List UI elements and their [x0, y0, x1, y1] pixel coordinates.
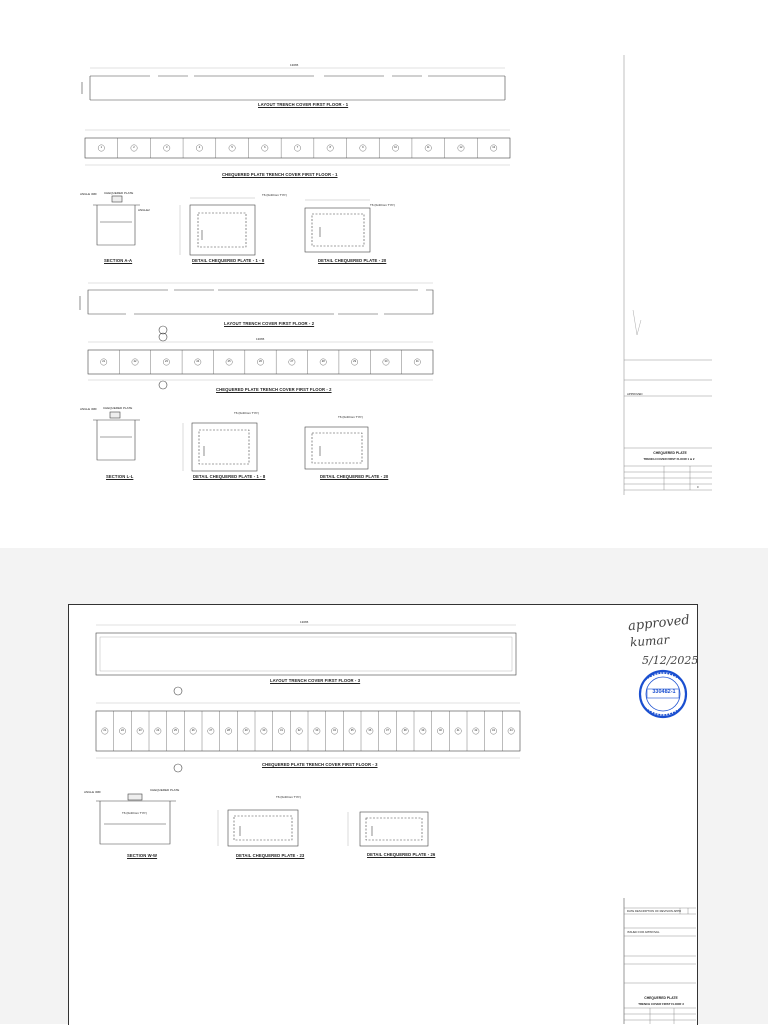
issued-for-approval: ISSUED FOR APPROVAL [627, 930, 660, 934]
plate-number: 38 [403, 729, 407, 732]
plate-number: 21 [103, 729, 107, 732]
plate-number: 25 [227, 360, 231, 363]
sheet2-title-block-title: CHEQUERED PLATE [644, 996, 678, 1000]
plate-number: 11 [426, 146, 430, 149]
plate-number: 36 [368, 729, 372, 732]
detail-23-title: DETAIL CHEQUERED PLATE - 23 [236, 853, 305, 858]
plate-number: 28 [227, 729, 230, 732]
plate-number: 44 [509, 729, 513, 732]
revision-header: DATE DESCRIPTION OF REVISION APPD [627, 909, 682, 913]
t6-label-c2: T6 (6x40mm TYP.) [276, 795, 301, 799]
plate-number: 21 [102, 360, 106, 363]
dim-label-3: 13065 [300, 620, 309, 624]
plate-number: 29 [244, 729, 248, 732]
detail-26-title: DETAIL CHEQUERED PLATE - 26 [367, 852, 436, 857]
plate-number: 35 [350, 729, 354, 732]
handwritten-date: 5/12/2025 [642, 654, 699, 667]
angle-label-b: ANGLE 3MF [80, 407, 98, 411]
plate-number: 26 [191, 729, 195, 732]
detail-1-8-b-title: DETAIL CHEQUERED PLATE - 1 - 8 [193, 474, 266, 479]
plate-number: 25 [174, 729, 177, 732]
plate-number: 42 [474, 729, 478, 732]
angle-label: ANGLE 3MF [80, 192, 98, 196]
handwritten-signature: kumar [629, 632, 670, 650]
plate-number: 26 [259, 360, 262, 363]
plate-number: 24 [196, 360, 200, 363]
title-block-title: CHEQUERED PLATE [653, 451, 687, 455]
angle-label-c: ANGLE 3MF [84, 790, 102, 794]
stamp-number: 330482-1 [652, 689, 676, 695]
plate-number: 43 [492, 729, 495, 732]
plate-number: 27 [209, 729, 213, 732]
layout-trench-cover-2-title: LAYOUT TRENCH COVER FIRST FLOOR - 2 [224, 321, 315, 326]
dim-label: 13065 [290, 63, 299, 67]
plate-number: 32 [297, 729, 301, 732]
chequered-plate-label-b: CHEQUERED PLATE [103, 406, 133, 410]
plate-number: 23 [164, 360, 168, 363]
chequered-plate-1-title: CHEQUERED PLATE TRENCH COVER FIRST FLOOR - 1 [222, 172, 338, 177]
detail-20-b-title: DETAIL CHEQUERED PLATE - 20 [320, 474, 389, 479]
layout-trench-cover-3-title: LAYOUT TRENCH COVER FIRST FLOOR - 3 [270, 678, 361, 683]
handwritten-approved: approved [627, 612, 691, 635]
section-a-title: SECTION A-A [104, 258, 133, 263]
plate-number: 3 [165, 146, 168, 149]
plate-number: 23 [138, 729, 142, 732]
plate-number: 28 [321, 360, 325, 363]
t6-label: T6 (6x40mm TYP.) [262, 193, 287, 197]
plate-number: 13 [492, 146, 496, 149]
plate-number: 27 [290, 360, 294, 363]
detail-20-title: DETAIL CHEQUERED PLATE - 20 [318, 258, 387, 263]
plate-number: 8 [329, 146, 331, 149]
plate-number: 37 [386, 729, 389, 732]
plate-number: 34 [333, 729, 336, 732]
plate-number: 33 [315, 729, 319, 732]
drawing-sheet-2 [0, 548, 768, 1024]
plate-number: 39 [421, 729, 425, 732]
plate-number: 22 [133, 360, 137, 363]
plate-number: 40 [439, 729, 442, 732]
plate-number: 41 [456, 729, 460, 732]
sheet2-title-block-subtitle: TRENCH COVER FIRST FLOOR 3 [638, 1002, 684, 1006]
plate-number: 7 [296, 146, 299, 149]
plate-number: 22 [121, 729, 124, 732]
plate-number: 6 [264, 146, 266, 149]
plate-number: 30 [384, 360, 388, 363]
title-block-subtitle: TRENCH COVER FIRST FLOOR 1 & 2 [643, 457, 695, 461]
plate-number: 29 [353, 360, 357, 363]
t6-label-b2: T6 (6x40mm TYP.) [338, 415, 363, 419]
angle2-label: ANGLE2 [138, 208, 150, 212]
plate-number: 9 [362, 146, 364, 149]
section-l-title: SECTION L-L [106, 474, 134, 479]
chequered-plate-2-title: CHEQUERED PLATE TRENCH COVER FIRST FLOOR - 2 [216, 387, 332, 392]
plate-number: 10 [394, 146, 397, 149]
chequered-plate-3-title: CHEQUERED PLATE TRENCH COVER FIRST FLOOR - 3 [262, 762, 378, 767]
plate-number: 5 [231, 146, 233, 149]
dim-label-2: 13065 [256, 337, 265, 341]
detail-1-8-title: DETAIL CHEQUERED PLATE - 1 - 8 [192, 258, 265, 263]
plate-number: 4 [198, 146, 201, 149]
t6-label-b: T6 (6x40mm TYP.) [234, 411, 259, 415]
plate-number: 1 [100, 146, 103, 149]
plate-number: 24 [156, 729, 160, 732]
chequered-plate-label-c: CHEQUERED PLATE [150, 788, 180, 792]
t6-label-c: T6 (6x40mm TYP.) [122, 811, 147, 815]
plate-number: 30 [262, 729, 266, 732]
t6-label-2: T6 (6x40mm TYP.) [370, 203, 395, 207]
title-block-rev: 0 [697, 485, 699, 489]
section-w-title: SECTION W-W [127, 853, 158, 858]
plate-number: 31 [415, 360, 419, 363]
plate-number: 31 [280, 729, 283, 732]
chequered-plate-label: CHEQUERED PLATE [104, 191, 134, 195]
plate-number: 12 [459, 146, 463, 149]
plate-number: 2 [133, 146, 135, 149]
approved-text: APPROVED [627, 392, 643, 396]
layout-trench-cover-1-title: LAYOUT TRENCH COVER FIRST FLOOR - 1 [258, 102, 349, 107]
